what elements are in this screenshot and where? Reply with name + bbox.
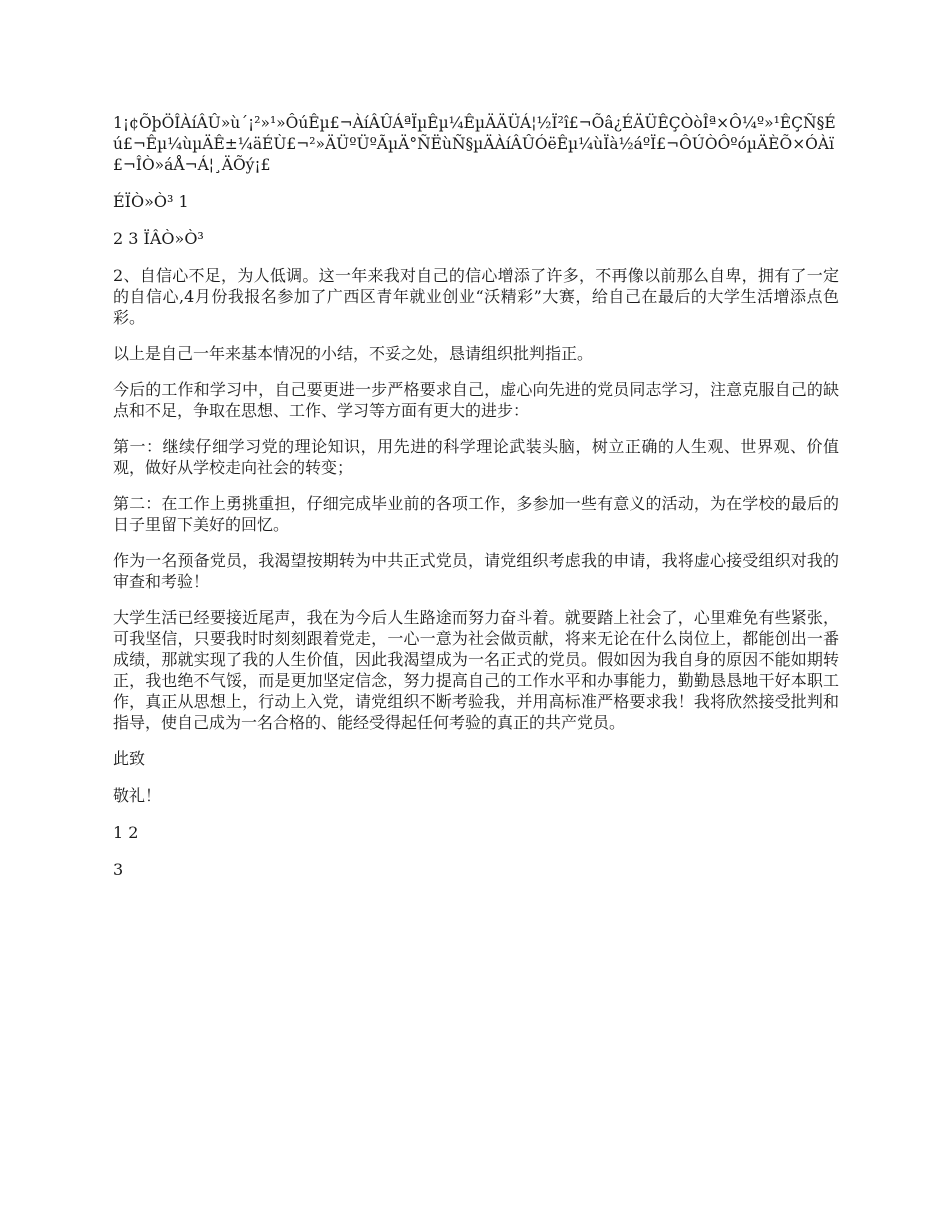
- paragraph-first-point: 第一：继续仔细学习党的理论知识，用先进的科学理论武装头脑，树立正确的人生观、世界观、价值观，做好从学校走向社会的转变；: [113, 437, 839, 477]
- garbled-paragraph: 1¡¢ÕþÖÎÀíÂÛ»ù´¡²»¹»ÔúÊµ£¬ÀíÂÛÁªÏµÊµ¼ÊµÄÄÜÁ¦½Ï²î£¬Õâ¿ÉÄÜÊÇÒòÎª×Ô¼º»¹ÊÇÑ§Éú£¬Êµ¼ùµÄÊ±¼äÉÙ£¬²»ÄÜºÜºÃµÄ°ÑËùÑ§µÄÀíÂÛÓëÊµ¼ùÏà½áºÏ£¬ÔÚÒÔºóµÄÈÕ×ÓÀï£¬ÎÒ»áÅ¬Á¦¸ÄÕý¡£: [113, 114, 836, 174]
- paragraph-college-life: 大学生活已经要接近尾声，我在为今后人生路途而努力奋斗着。就要踏上社会了，心里难免有些紧张，可我坚信，只要我时时刻刻跟着党走，一心一意为社会做贡献，将来无论在什么岗位上，都能创出一番成绩，那就实现了我的人生价值，因此我渴望成为一名正式的党员。假如因为我自身的原因不能如期转正，我也绝不气馁，而是更加坚定信念，努力提高自己的工作水平和办事能力，勤勤恳恳地干好本职工作，真正从思想上，行动上入党，请党组织不断考验我，并用高标准严格要求我！我将欣然接受批判和指导，使自己成为一名合格的、能经受得起任何考验的真正的共产党员。: [113, 608, 839, 732]
- pagination-next-link[interactable]: 2 3 ÏÂÒ»Ò³: [113, 229, 204, 248]
- document-body: [113, 113, 839, 896]
- paragraph-second-point: 第二：在工作上勇挑重担，仔细完成毕业前的各项工作，多参加一些有意义的活动，为在学校的最后的日子里留下美好的回忆。: [113, 494, 839, 534]
- closing-regards: 敬礼！: [113, 786, 162, 805]
- pagination-links[interactable]: 1 2: [113, 823, 139, 842]
- prev-page-link[interactable]: ÉÏÒ»Ò³ 1: [113, 192, 189, 211]
- paragraph-future-plans: 今后的工作和学习中，自己要更进一步严格要求自己，虚心向先进的党员同志学习，注意克服自己的缺点和不足，争取在思想、工作、学习等方面有更大的进步：: [113, 380, 839, 420]
- paragraph-summary: 以上是自己一年来基本情况的小结，不妥之处，恳请组织批判指正。: [113, 344, 594, 363]
- pagination-link-3[interactable]: 3: [113, 860, 124, 879]
- paragraph-probationary-member: 作为一名预备党员，我渴望按期转为中共正式党员，请党组织考虑我的申请，我将虚心接受组织对我的审查和考验！: [113, 551, 839, 591]
- paragraph-confidence: 2、自信心不足，为人低调。这一年来我对自己的信心增添了许多，不再像以前那么自卑，拥有了一定的自信心,4月份我报名参加了广西区青年就业创业“沃精彩”大赛，给自己在最后的大学生活增添点色彩。: [113, 266, 839, 327]
- closing-salutation: 此致: [113, 749, 146, 768]
